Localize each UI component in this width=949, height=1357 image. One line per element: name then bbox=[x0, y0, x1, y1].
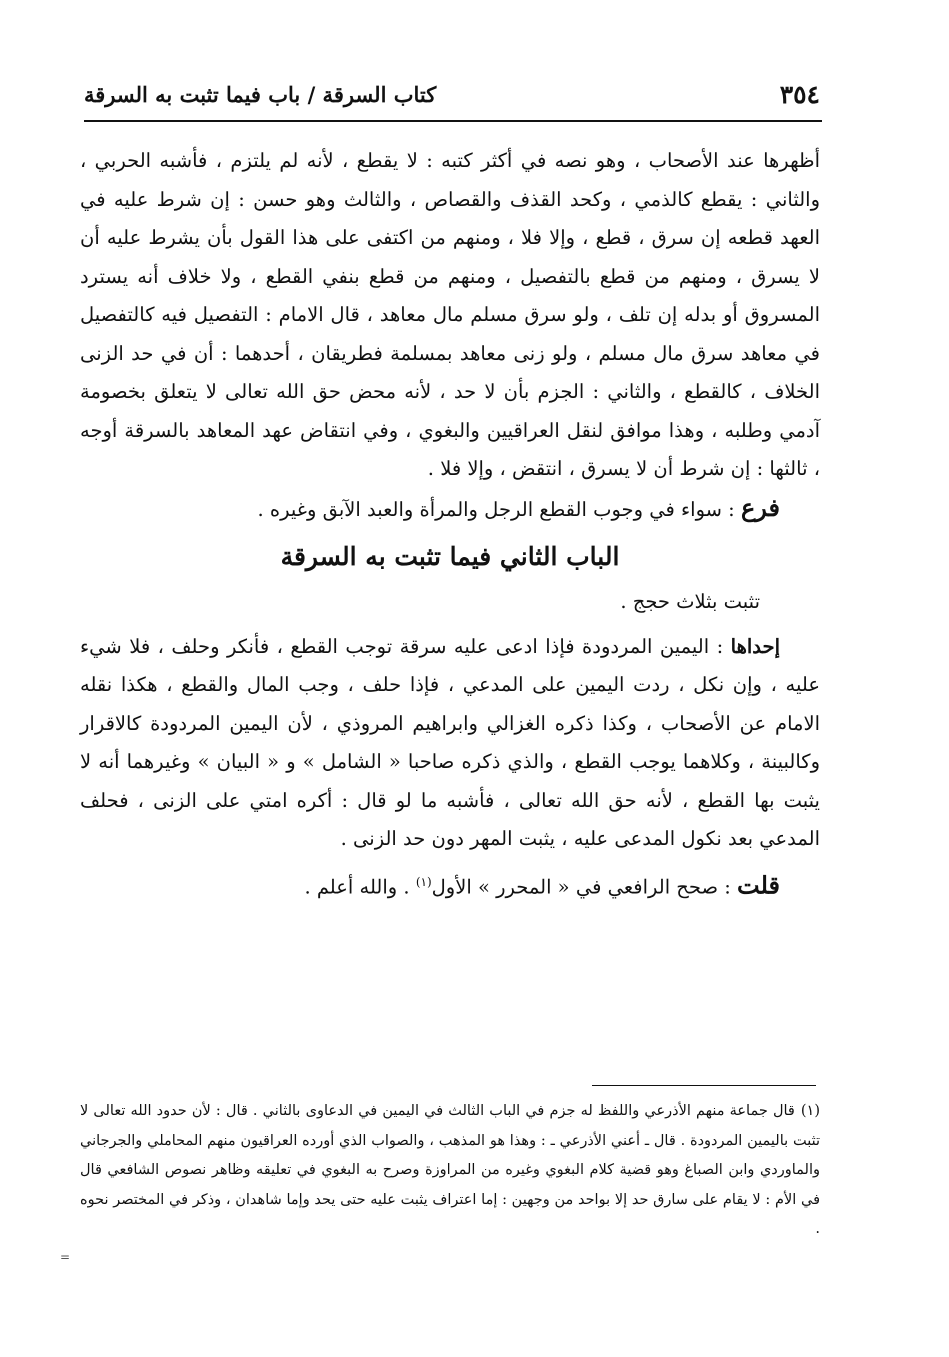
intro-line: تثبت بثلاث حجج . bbox=[620, 590, 760, 613]
first-proof-text: : اليمين المردودة فإذا ادعى عليه سرقة توجب القطع ، فأنكر وحلف ، فلا شيء عليه ، وإن نكل ، ردت اليمين على المدعي ، فإذا حلف ، وجب المال والقطع ، هكذا نقله الامام عن الأصحاب ، وكذا ذكره الغزالي وابراهيم المروذي ، لأن اليمين المردودة كالاقرار وكالبينة ، وكلاهما يوجب القطع ، والذي ذكره صاحبا « الشامل » و « البيان » وغيرهما أنه لا يثبت بها القطع ، لأنه حق الله تعالى ، فأشبه ما لو قال : أكره امتي على الزنى ، فحلف المدعي بعد نكول المدعى عليه ، يثبت المهر دون حد الزنى . bbox=[80, 634, 820, 850]
paragraph-continuation: أظهرها عند الأصحاب ، وهو نصه في أكثر كتبه : لا يقطع ، لأنه لم يلتزم ، فأشبه الحربي ، والثاني : يقطع كالذمي ، وكحد القذف والقصاص ، والثالث وهو حسن : إن شرط عليه في العهد قطعه إن سرق ، قطع ، وإلا فلا ، ومنهم من اكتفى على هذا القول بأن يشرط عليه أن لا يسرق ، ومنهم من قطع بالتفصيل ، ومنهم من قطع بنفي القطع ، ولا خلاف أنه يسترد المسروق أو بدله إن تلف ، ولو سرق مسلم مال معاهد ، قال الامام : التفصيل فيه كالتفصيل في معاهد سرق مال مسلم ، ولو زنى معاهد بمسلمة فطريقان ، أحدهما : أن في حد الزنى الخلاف ، كالقطع ، والثاني : الجزم بأن لا حد ، لأنه محض حق الله تعالى لا يتعلق بخصومة آدمي وطلبه ، وهذا موافق لنقل العراقيين والبغوي ، وفي انتقاض عهد المعاهد بالسرقة أوجه ، ثالثها : إن شرط أن لا يسرق ، انتقض ، وإلا فلا . bbox=[80, 149, 820, 480]
far-paragraph bbox=[80, 489, 820, 530]
main-text bbox=[80, 142, 820, 907]
footnote-marker: (١) bbox=[800, 1103, 820, 1119]
header-divider bbox=[84, 120, 822, 122]
qult-text: : صحح الرافعي في « المحرر » الأول bbox=[431, 875, 731, 898]
first-proof-label: إحداها bbox=[730, 634, 780, 658]
chapter-heading: الباب الثاني فيما تثبت به السرقة bbox=[280, 542, 620, 571]
footnote-reference: (١) bbox=[415, 874, 432, 889]
running-title: كتاب السرقة / باب فيما تثبت به السرقة bbox=[84, 82, 437, 107]
qult-label: قلت bbox=[737, 870, 780, 899]
footnote-divider bbox=[592, 1085, 816, 1086]
qult-text-end: . والله أعلم . bbox=[304, 875, 416, 898]
corner-mark: = bbox=[60, 1250, 71, 1264]
far-text: : سواء في وجوب القطع الرجل والمرأة والعبد الآبق وغيره . bbox=[257, 497, 735, 521]
first-proof-paragraph bbox=[80, 628, 820, 859]
qult-paragraph bbox=[80, 863, 820, 907]
page-header bbox=[84, 74, 820, 114]
page-number: ٣٥٤ bbox=[779, 80, 820, 109]
footnote-text: قال جماعة منهم الأذرعي واللفظ له جزم في الباب الثالث في اليمين في الدعاوى بالثاني . قال : لأن حدود الله تعالى لا تثبت باليمين المردودة . قال ـ أعني الأذرعي ـ : وهذا هو المذهب ، والصواب الذي أورده العراقيون منهم المحاملي والجرجاني والماوردي وابن الصباغ وهو قضية كلام البغوي وغيره من المراوزة وصرح به البغوي في تعليقه وظاهر نصوص الشافعي قال في الأم : لا يقام على سارق حد إلا بواحد من وجهين : إما اعتراف يثبت عليه حتى يحد وإما شاهدان ، وذكر في المختصر نحوه . bbox=[80, 1103, 820, 1237]
far-label: فرع bbox=[740, 492, 780, 522]
footnote bbox=[80, 1097, 820, 1245]
